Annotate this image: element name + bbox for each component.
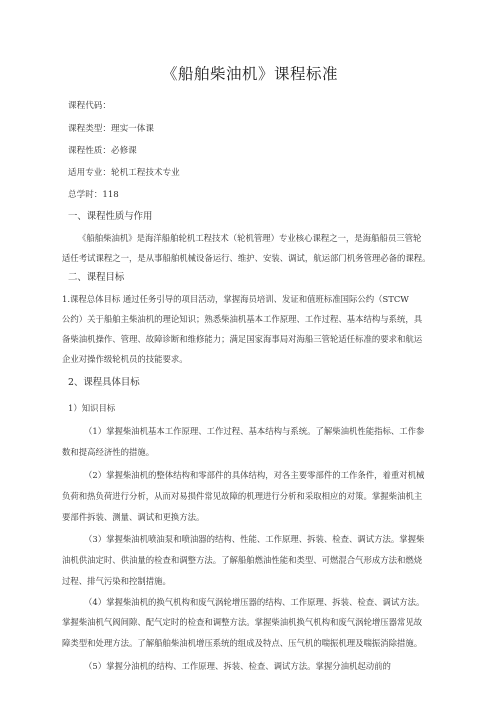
document-title: 《船舶柴油机》课程标准 [161,65,338,83]
course-nature: 课程性质：必修课 [68,146,137,156]
paragraph-line: 适任考试课程之一，是从事船舶机械设备运行、维护、安装、调试，航运部门机务管理必备的课程。 [62,253,431,263]
paragraph-line: 障类型和处理方法。了解船舶柴油机增压系统的组成及特点、压气机的喘振机理及喘振消除措施。 [62,638,423,648]
paragraph-line: （4）掌握柴油机的换气机构和废气涡轮增压器的结构、工作原理、拆装、检查、调试方法。 [84,597,425,607]
paragraph-line: （5）掌握分油机的结构、工作原理、拆装、检查、调试方法。掌握分油机起动前的 [84,661,391,671]
paragraph-line: 要部件拆装、测量、调试和更换方法。 [62,512,205,522]
section-heading-nature: 一、课程性质与作用 [68,211,153,222]
paragraph-line: 公约）关于船舶主柴油机的理论知识；熟悉柴油机基本工作原理、工作过程、基本结构与系统，具 [62,314,423,324]
total-hours: 总学时：118 [68,190,119,200]
paragraph-line: （2）掌握柴油机的整体结构和零部件的具体结构，对各主要零部件的工作条件，着重对机械 [84,470,425,480]
paragraph-line: 企业对操作级轮机员的技能要求。 [62,354,188,364]
course-type: 课程类型：理实一体课 [68,124,154,134]
paragraph-line: 1.课程总体目标 通过任务引导的项目活动，掌握海员培训、发证和值班标准国际公约（STCW [62,294,409,304]
subheading-knowledge: 1）知识目标 [68,403,116,413]
paragraph-line: 油机供油定时、供油量的检查和调整方法。了解船舶燃油性能和类型、可燃混合气形成方法和燃烧 [62,555,423,565]
paragraph-line: 备柴油机操作、管理、故障诊断和维修能力；满足国家海事局对海船三管轮适任标准的要求和航运 [62,334,423,344]
paragraph-line: 掌握柴油机气阀间隙、配气定时的检查和调整方法。掌握柴油机换气机构和废气涡轮增压器常见故 [62,617,423,627]
section-heading-specific-goals: 2、课程具体目标 [68,377,140,388]
paragraph-line: （1）掌握柴油机基本工作原理、工作过程、基本结构与系统。了解柴油机性能指标、工作参 [84,426,425,436]
paragraph-line: 过程、排气污染和控制措施。 [62,576,171,586]
paragraph-line: 《船舶柴油机》是海洋船舶轮机工程技术（轮机管理）专业核心课程之一，是海船船员三管轮 [78,233,422,243]
section-heading-goals: 二、课程目标 [68,272,125,283]
applicable-major: 适用专业：轮机工程技术专业 [68,168,180,178]
paragraph-line: （3）掌握柴油机喷油泵和喷油器的结构、性能、工作原理、拆装、检查、调试方法。掌握柴 [84,534,425,544]
course-code: 课程代码： [68,101,111,111]
paragraph-line: 数和提高经济性的措施。 [62,447,155,457]
paragraph-line: 负荷和热负荷进行分析，从而对易损件常见故障的机理进行分析和采取相应的对策。掌握柴油机主 [62,491,423,501]
